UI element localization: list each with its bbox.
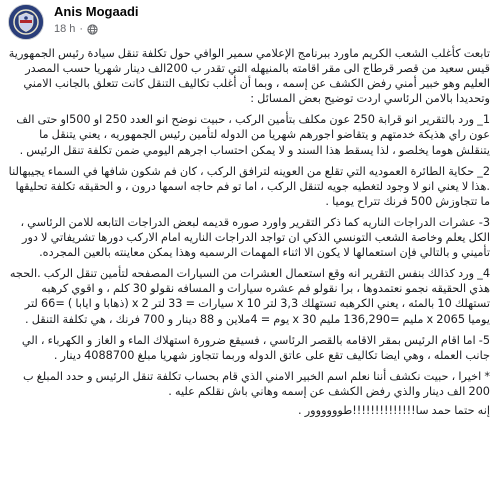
security-emblem-avatar [9,5,43,39]
post-time[interactable]: 18 h [54,23,76,35]
post-paragraph-4: 4_ ورد كذالك بنفس التقرير انه وقع استعمال العشرات من السيارات المصفحه لتأمين تنقل الركب .الحجه هذي الحقيقه نجمو نعتمدوها ، برا نقولو فم عشره سيارات و المسافه نقولو 30 كلم ، و اقوي كرهبه تستهلك 10 بالمئه ، يعني الكرهبه تستهلك 3,3 لتر x 10 سيارات = 33 لتر x 2 (ذهابا و ايابا ) =66 لتر يوميا x 2065 مليم =136,290 مليم x 30 يوم = 4ملاين و 88 دينار و 700 فرنك ، هي تكلفة التنقل . [9,267,490,326]
globe-icon[interactable] [87,24,98,35]
post-header [0,0,498,42]
post-paragraph-intro: تابعت كأغلب الشعب الكريم ماورد ببرنامج الإعلامي سمير الوافي حول تكلفة تنقل سيادة رئيس الجمهورية قيس سعيد من قصر قرطاج الى مقر اقامته بالمنيهله التي تقدر ب 200الف دينار شهريا حسب المصدر العليم وهو خبير أمني رفض الكشف عن إسمه ، وبما أن أغلب تكاليف التنقل كانت تتعلق بالجانب الامني وتحديدا بالامن الرئاسي اردت توضيح بعض المسائل : [8,47,490,106]
meta-separator: · [79,23,84,35]
post-body [8,46,490,424]
post-paragraph-3: 3- عشرات الدراجات الناريه كما ذكر التقرير واورد صوره قديمه لبعض الدراجات التابعه للامن الرئاسي ، الكل يعلم وخاصة الشعب التونسي الذكي ان تواجد الدراجات الناريه امام الاركب دورها تشريفاتي لا دور تأميني و بالتالي فإن استعمالها لا يكون الا اثناء المهمات الرسميه وهذا يمكن معاينته بالعين المجرده. [20,215,490,260]
author-name[interactable]: Anis Mogaadi [54,4,139,19]
post-paragraph-5: 5- اما اقام الرئيس بمقر الاقامه بالقصر الرئاسي ، فسيقع ضرورة استهلاك الماء و الغاز و الكهرباء ، الي جانب العمله ، وهي ايضا تكاليف تقع على عاتق الدوله وربما تتجاوز شهريا مبلغ 4088700 دينار . [21,333,490,362]
post-meta [54,22,98,36]
author-avatar[interactable] [8,4,44,40]
post-paragraph-2: 2_ حكاية الطائرة العموديه التي تقلع من العوينه لترافق الركب ، كان فم شكون شافها في السماء يجيبهالنا .هذا لا يعني انو لا وجود لتغطيه جويه لتنقل الركب ، اما تو فم حاجه اسمها درون ، و الحقيقه تكلفة تحليقها ما تتجاوزش 500 فرنك تتراح يوميا . [8,164,490,208]
post-paragraph-1: 1_ ورد بالتقرير انو قرابة 250 عون مكلف بتأمين الركب ، حبيت نوضح انو العدد 250 او 500او حتى الف عون راي هذيكة خدمتهم و يتقاضو اجورهم شهريا من الدوله لتأمين رئيس الجمهوريه ، يعني يتنقل ما يتنقلش هوما يخلصو ، لذا يسقط هذا السند و لا يمكن احتساب اجرهم اليومي ضمن تكلفة تنقل الرئيس . [16,113,490,157]
post-paragraph-closing: إنه حتما حمد سا!!!!!!!!!!!!!!طوووووور . [298,403,490,417]
post-paragraph-finally: * اخيرا ، حبيت نكشف أننا نعلم اسم الخبير الامني الذي قام بحساب تكلفة تنقل الرئيس و حدد المبلغ ب 200 الف دينار والذي رفض الكشف عن إسمه وهاني باش نقلكم عليه . [22,369,490,398]
